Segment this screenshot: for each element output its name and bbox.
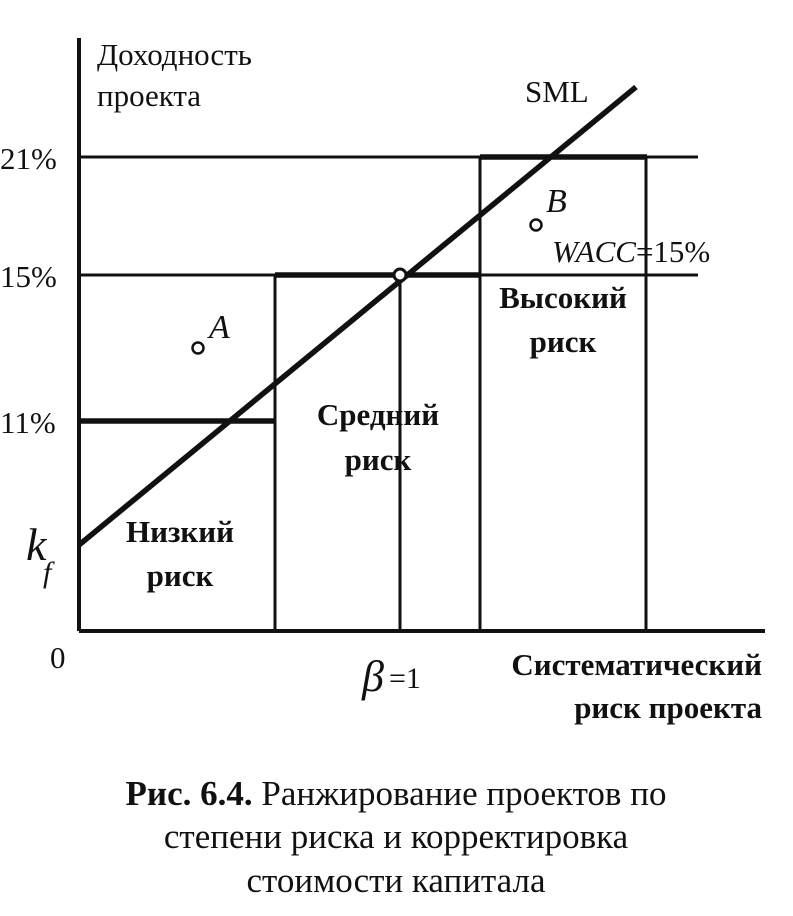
beta-one-point xyxy=(394,269,406,281)
medium-risk-label-line2: риск xyxy=(344,442,412,477)
figure-caption-line1: Рис. 6.4. Ранжирование проектов по xyxy=(125,774,667,813)
y-tick-21: 21% xyxy=(0,141,57,176)
medium-risk-label-line1: Средний xyxy=(316,397,440,432)
project-b-point xyxy=(531,220,542,231)
risk-free-rate-subscript: f xyxy=(43,556,52,589)
low-risk-label-line1: Низкий xyxy=(125,514,235,549)
origin-label: 0 xyxy=(50,640,66,675)
figure-caption-line2: степени риска и корректировка xyxy=(163,817,629,856)
high-risk-label-line1: Высокий xyxy=(499,280,627,315)
figure-caption-line3: стоимости капитала xyxy=(246,861,546,900)
risk-free-rate-label: k xyxy=(26,519,47,570)
high-risk-label-line2: риск xyxy=(529,324,597,359)
x-axis-label-line1: Систематический xyxy=(511,647,762,682)
wacc-label: WACC=15% xyxy=(552,234,711,269)
y-tick-15: 15% xyxy=(0,259,57,294)
project-a-point xyxy=(193,343,204,354)
y-axis-label-line2: проекта xyxy=(97,78,202,113)
y-tick-11: 11% xyxy=(0,405,56,440)
low-risk-label-line2: риск xyxy=(146,558,214,593)
project-a-label: A xyxy=(209,309,230,346)
beta-symbol: β xyxy=(362,652,384,701)
project-b-label: B xyxy=(546,183,567,220)
beta-value: =1 xyxy=(389,662,421,695)
x-axis-label-line2: риск проекта xyxy=(574,690,762,725)
sml-label: SML xyxy=(525,74,589,109)
y-axis-label-line1: Доходность xyxy=(97,37,252,72)
